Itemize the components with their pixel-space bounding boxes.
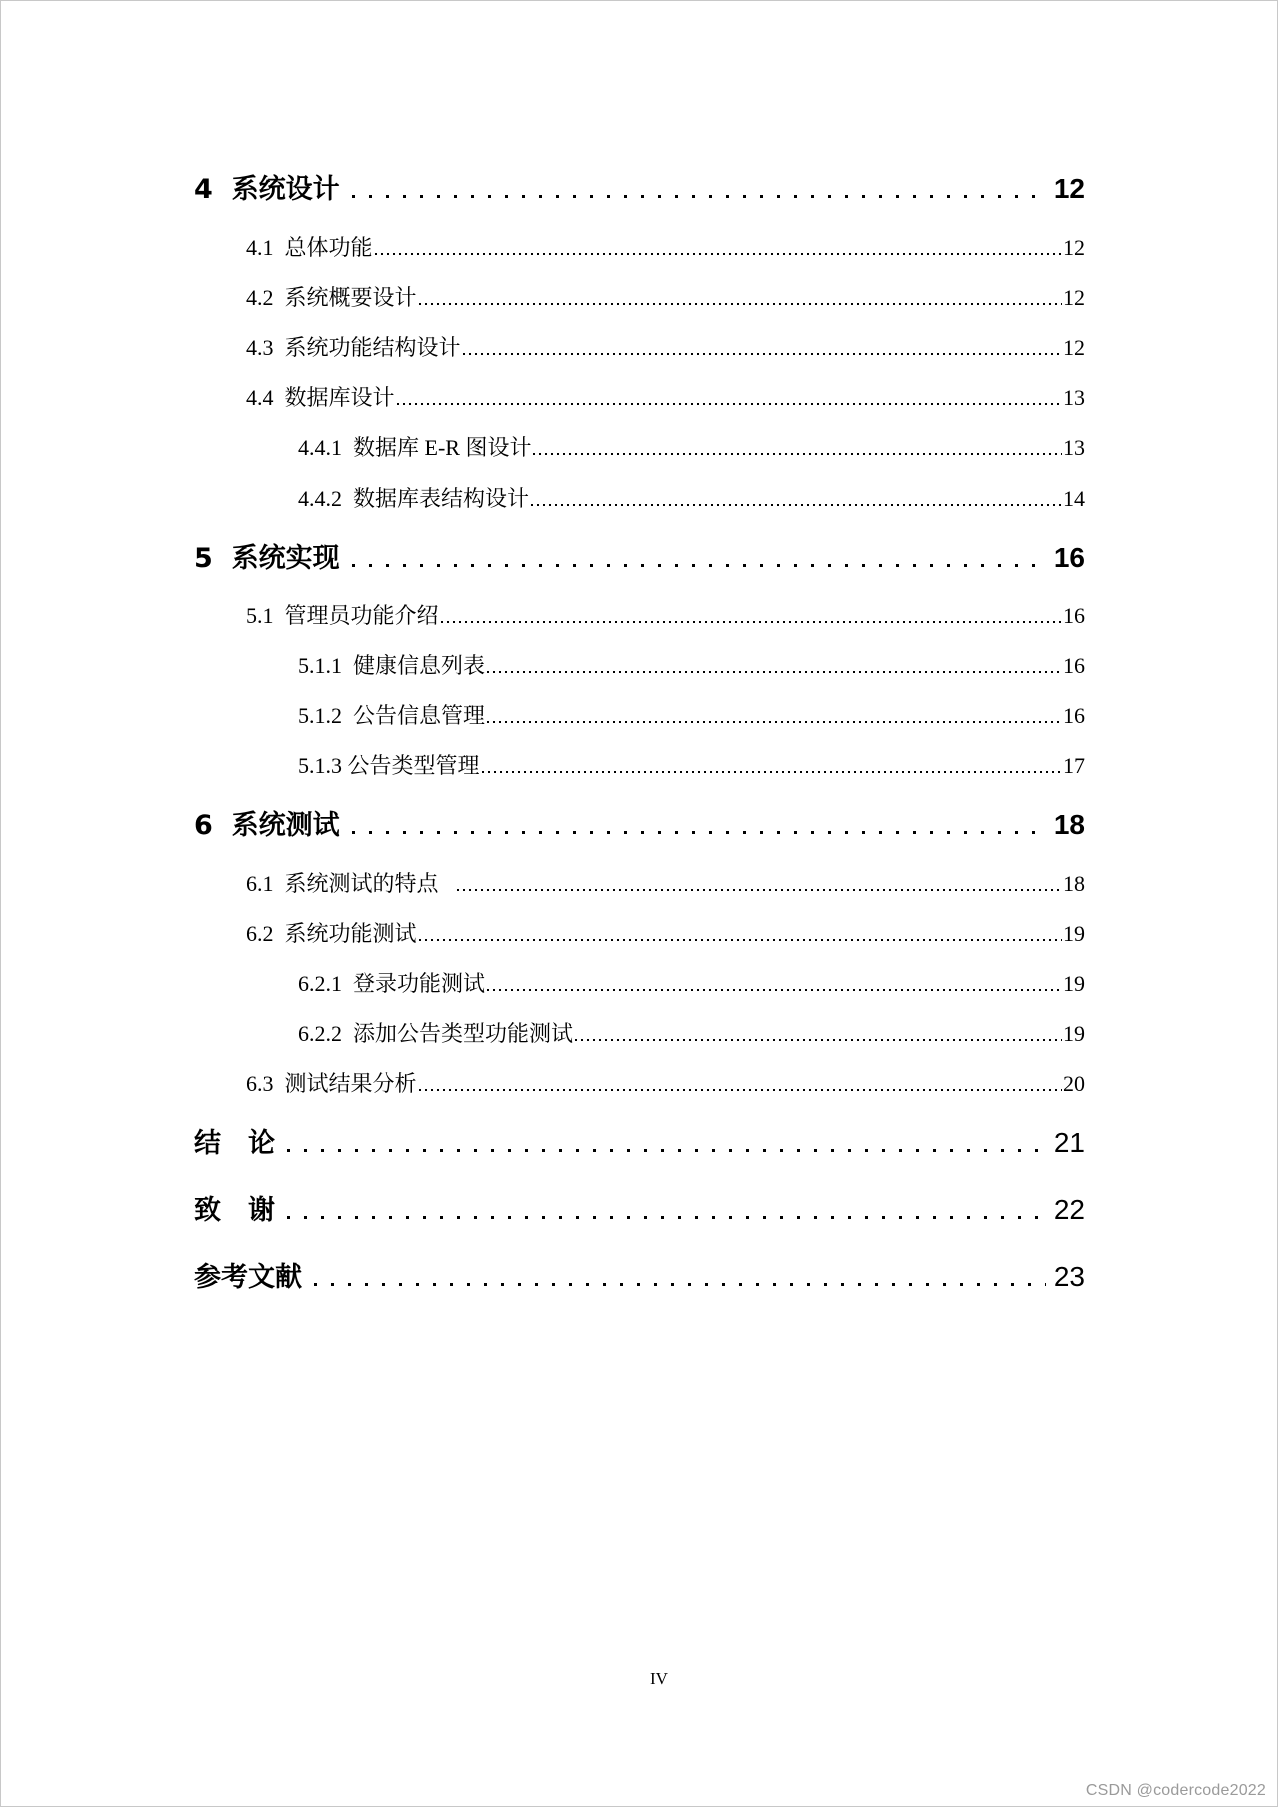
dot-leader xyxy=(533,453,1062,455)
toc-entry-title: 5.1.3 公告类型管理 xyxy=(298,753,480,778)
page-number-footer: IV xyxy=(650,1669,668,1688)
toc-page-number: 16 xyxy=(1063,603,1085,628)
toc-entry-5-1-3[interactable] xyxy=(1,750,1085,782)
toc-entry-title: 4.4.1 数据库 E-R 图设计 xyxy=(298,435,532,460)
dot-leader xyxy=(312,1283,1046,1286)
toc-entry-4-4-1[interactable] xyxy=(1,432,1085,464)
dot-leader xyxy=(487,671,1062,673)
dot-leader xyxy=(575,1039,1062,1041)
dot-leader xyxy=(441,621,1062,623)
toc-entry-title: 4.4 数据库设计 xyxy=(246,385,395,410)
dot-leader xyxy=(397,403,1062,405)
toc-entry-title: 4.1 总体功能 xyxy=(246,235,373,260)
dot-leader xyxy=(350,195,1046,198)
toc-entry-title: 4 系统设计 xyxy=(194,174,340,205)
toc-page-number: 12 xyxy=(1063,285,1085,310)
toc-page-number: 16 xyxy=(1063,653,1085,678)
toc-entry-title: 结 论 xyxy=(194,1128,275,1159)
toc-page-number: 20 xyxy=(1063,1071,1085,1096)
dot-leader xyxy=(419,1089,1062,1091)
toc-entry-6-2[interactable] xyxy=(1,918,1085,950)
toc-entry-chapter-4[interactable] xyxy=(1,171,1085,207)
toc-entry-title: 4.4.2 数据库表结构设计 xyxy=(298,486,530,511)
toc-entry-5-1[interactable] xyxy=(1,600,1085,632)
toc-page-number: 23 xyxy=(1053,1261,1085,1292)
toc-entry-title: 6.2.1 登录功能测试 xyxy=(298,971,486,996)
toc-entry-4-4-2[interactable] xyxy=(1,483,1085,515)
toc-page-number: 22 xyxy=(1053,1194,1085,1225)
toc-entry-4-2[interactable] xyxy=(1,282,1085,314)
toc-entry-4-3[interactable] xyxy=(1,332,1085,364)
toc-entry-references[interactable] xyxy=(1,1259,1085,1295)
dot-leader xyxy=(350,831,1046,834)
toc-entry-title: 5.1.2 公告信息管理 xyxy=(298,703,486,728)
toc-entry-5-1-1[interactable] xyxy=(1,650,1085,682)
toc-page-number: 17 xyxy=(1063,753,1085,778)
dot-leader xyxy=(463,353,1062,355)
toc-page-number: 14 xyxy=(1063,486,1085,511)
dot-leader xyxy=(419,939,1062,941)
toc-entry-chapter-6[interactable] xyxy=(1,807,1085,843)
toc-page-number: 13 xyxy=(1063,435,1085,460)
toc-entry-title: 4.2 系统概要设计 xyxy=(246,285,417,310)
toc-entry-acknowledgements[interactable] xyxy=(1,1192,1085,1228)
toc-page-number: 18 xyxy=(1063,871,1085,896)
toc-entry-4-4[interactable] xyxy=(1,382,1085,414)
toc-entry-title: 6.1 系统测试的特点 xyxy=(246,871,456,896)
toc-entry-6-2-1[interactable] xyxy=(1,968,1085,1000)
toc-page-number: 18 xyxy=(1053,809,1085,840)
toc-entry-6-3[interactable] xyxy=(1,1068,1085,1100)
toc-entry-title: 6.3 测试结果分析 xyxy=(246,1071,417,1096)
dot-leader xyxy=(487,721,1062,723)
dot-leader xyxy=(531,504,1062,506)
toc-page-number: 13 xyxy=(1063,385,1085,410)
toc-entry-6-2-2[interactable] xyxy=(1,1018,1085,1050)
toc-entry-title: 5.1.1 健康信息列表 xyxy=(298,653,486,678)
toc-entry-chapter-5[interactable] xyxy=(1,540,1085,576)
toc-entry-title: 6.2 系统功能测试 xyxy=(246,921,417,946)
toc-entry-title: 5 系统实现 xyxy=(194,543,340,574)
toc-page-number: 16 xyxy=(1063,703,1085,728)
toc-page-number: 21 xyxy=(1053,1127,1085,1158)
toc-page-number: 12 xyxy=(1063,235,1085,260)
dot-leader xyxy=(350,564,1046,567)
dot-leader xyxy=(482,771,1062,773)
dot-leader xyxy=(285,1149,1046,1152)
toc-entry-title: 6.2.2 添加公告类型功能测试 xyxy=(298,1021,574,1046)
dot-leader xyxy=(285,1216,1046,1219)
toc-page-number: 19 xyxy=(1063,971,1085,996)
toc-entry-title: 6 系统测试 xyxy=(194,810,340,841)
toc-page-number: 19 xyxy=(1063,1021,1085,1046)
toc-entry-title: 致 谢 xyxy=(194,1195,275,1226)
toc-page-number: 19 xyxy=(1063,921,1085,946)
dot-leader xyxy=(419,303,1062,305)
dot-leader xyxy=(375,253,1062,255)
toc-entry-conclusion[interactable] xyxy=(1,1125,1085,1161)
toc-page-number: 16 xyxy=(1053,542,1085,573)
watermark: CSDN @codercode2022 xyxy=(1085,1782,1266,1799)
toc-entry-title: 4.3 系统功能结构设计 xyxy=(246,335,461,360)
toc-entry-title: 5.1 管理员功能介绍 xyxy=(246,603,439,628)
toc-entry-4-1[interactable] xyxy=(1,232,1085,264)
toc-page-number: 12 xyxy=(1063,335,1085,360)
toc-entry-title: 参考文献 xyxy=(194,1262,302,1293)
toc-entry-5-1-2[interactable] xyxy=(1,700,1085,732)
toc-page-number: 12 xyxy=(1053,173,1085,204)
dot-leader xyxy=(487,989,1062,991)
toc-entry-6-1[interactable] xyxy=(1,868,1085,900)
dot-leader xyxy=(457,889,1062,891)
